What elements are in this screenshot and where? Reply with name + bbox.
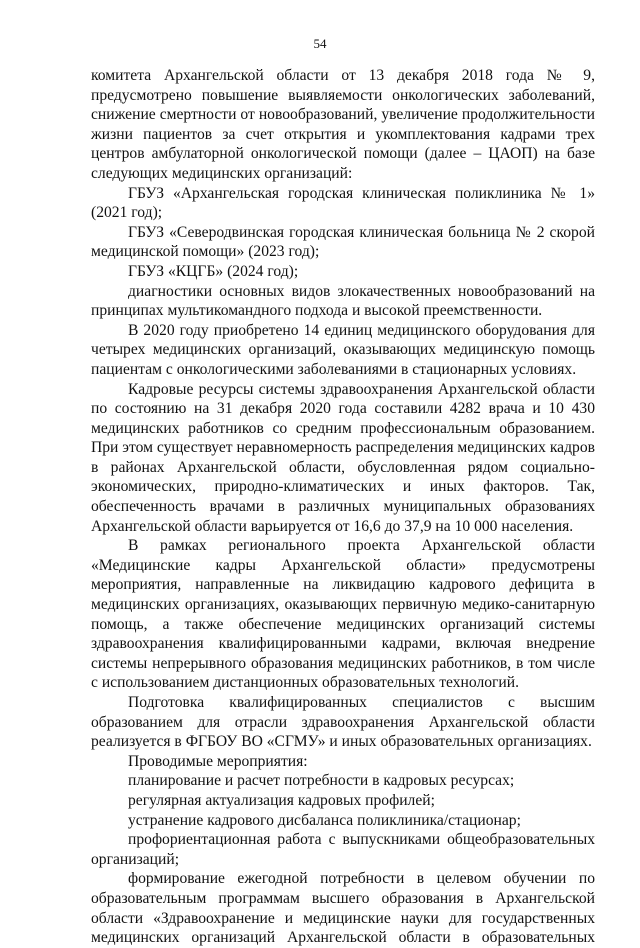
paragraph: комитета Архангельской области от 13 декабря 2018 года № 9, предусмотрено повышение выявляемости онкологических заболеваний, снижение смертности от новообразований, увеличение продолжительности жизни пациентов за счет открытия и укомплектования кадрами трех центров амбулаторной онкологической помощи (далее – ЦАОП) на базе следующих медицинских организаций: bbox=[91, 67, 595, 182]
paragraph: ГБУЗ «КЦГБ» (2024 год); bbox=[128, 262, 299, 280]
paragraph: ГБУЗ «Архангельская городская клиническая поликлиника № 1» (2021 год); bbox=[91, 184, 595, 222]
paragraph: формирование ежегодной потребности в целевом обучении по образовательным программам высшего образования в Архангельской области «Здравоохранение и медицинские науки для государственных медицинских организаций Архангельской области в образовательных bbox=[91, 870, 595, 947]
paragraph: Подготовка квалифицированных специалистов с высшим образованием для отрасли здравоохранения Архангельской области реализуется в ФГБОУ ВО «СГМУ» и иных образовательных организациях. bbox=[91, 694, 595, 751]
paragraph: устранение кадрового дисбаланса поликлиника/стационар; bbox=[128, 811, 521, 829]
paragraph: ГБУЗ «Северодвинская городская клиническая больница № 2 скорой медицинской помощи» (2023 год); bbox=[91, 223, 595, 261]
paragraph: Проводимые мероприятия: bbox=[128, 752, 308, 770]
paragraph: профориентационная работа с выпускниками общеобразовательных организаций; bbox=[91, 831, 595, 868]
paragraph: В 2020 году приобретено 14 единиц медицинского оборудования для четырех медицинских организаций, оказывающих медицинскую помощь пациентам с онкологическими заболеваниями в стационарных условиях. bbox=[91, 321, 595, 378]
body-text bbox=[91, 66, 595, 948]
paragraph: диагностики основных видов злокачественных новообразований на принципах мультикомандного подхода и высокой преемственности. bbox=[91, 282, 595, 320]
paragraph: планирование и расчет потребности в кадровых ресурсах; bbox=[128, 772, 515, 790]
paragraph: Кадровые ресурсы системы здравоохранения Архангельской области по состоянию на 31 декабря 2020 года составили 4282 врача и 10 430 медицинских работников со средним профессиональным образованием. При этом существует неравномерность распределения медицинских кадров в районах Архангельской области, обусловленная рядом социально-экономических, природно-климатических и иных факторов. Так, обеспеченность врачами в различных муниципальных образованиях Архангельской области варьируется от 16,6 до 37,9 на 10 000 населения. bbox=[91, 380, 595, 535]
paragraph: В рамках регионального проекта Архангельской области «Медицинские кадры Архангельской области» предусмотрены мероприятия, направленные на ликвидацию кадрового дефицита в медицинских организациях, оказывающих первичную медико-санитарную помощь, а также обеспечение медицинских организаций системы здравоохранения квалифицированными кадрами, включая внедрение системы непрерывного образования медицинских работников, в том числе с использованием дистанционных образовательных технологий. bbox=[91, 537, 595, 692]
paragraph: регулярная актуализация кадровых профилей; bbox=[128, 791, 435, 809]
page-number: 54 bbox=[313, 36, 327, 51]
